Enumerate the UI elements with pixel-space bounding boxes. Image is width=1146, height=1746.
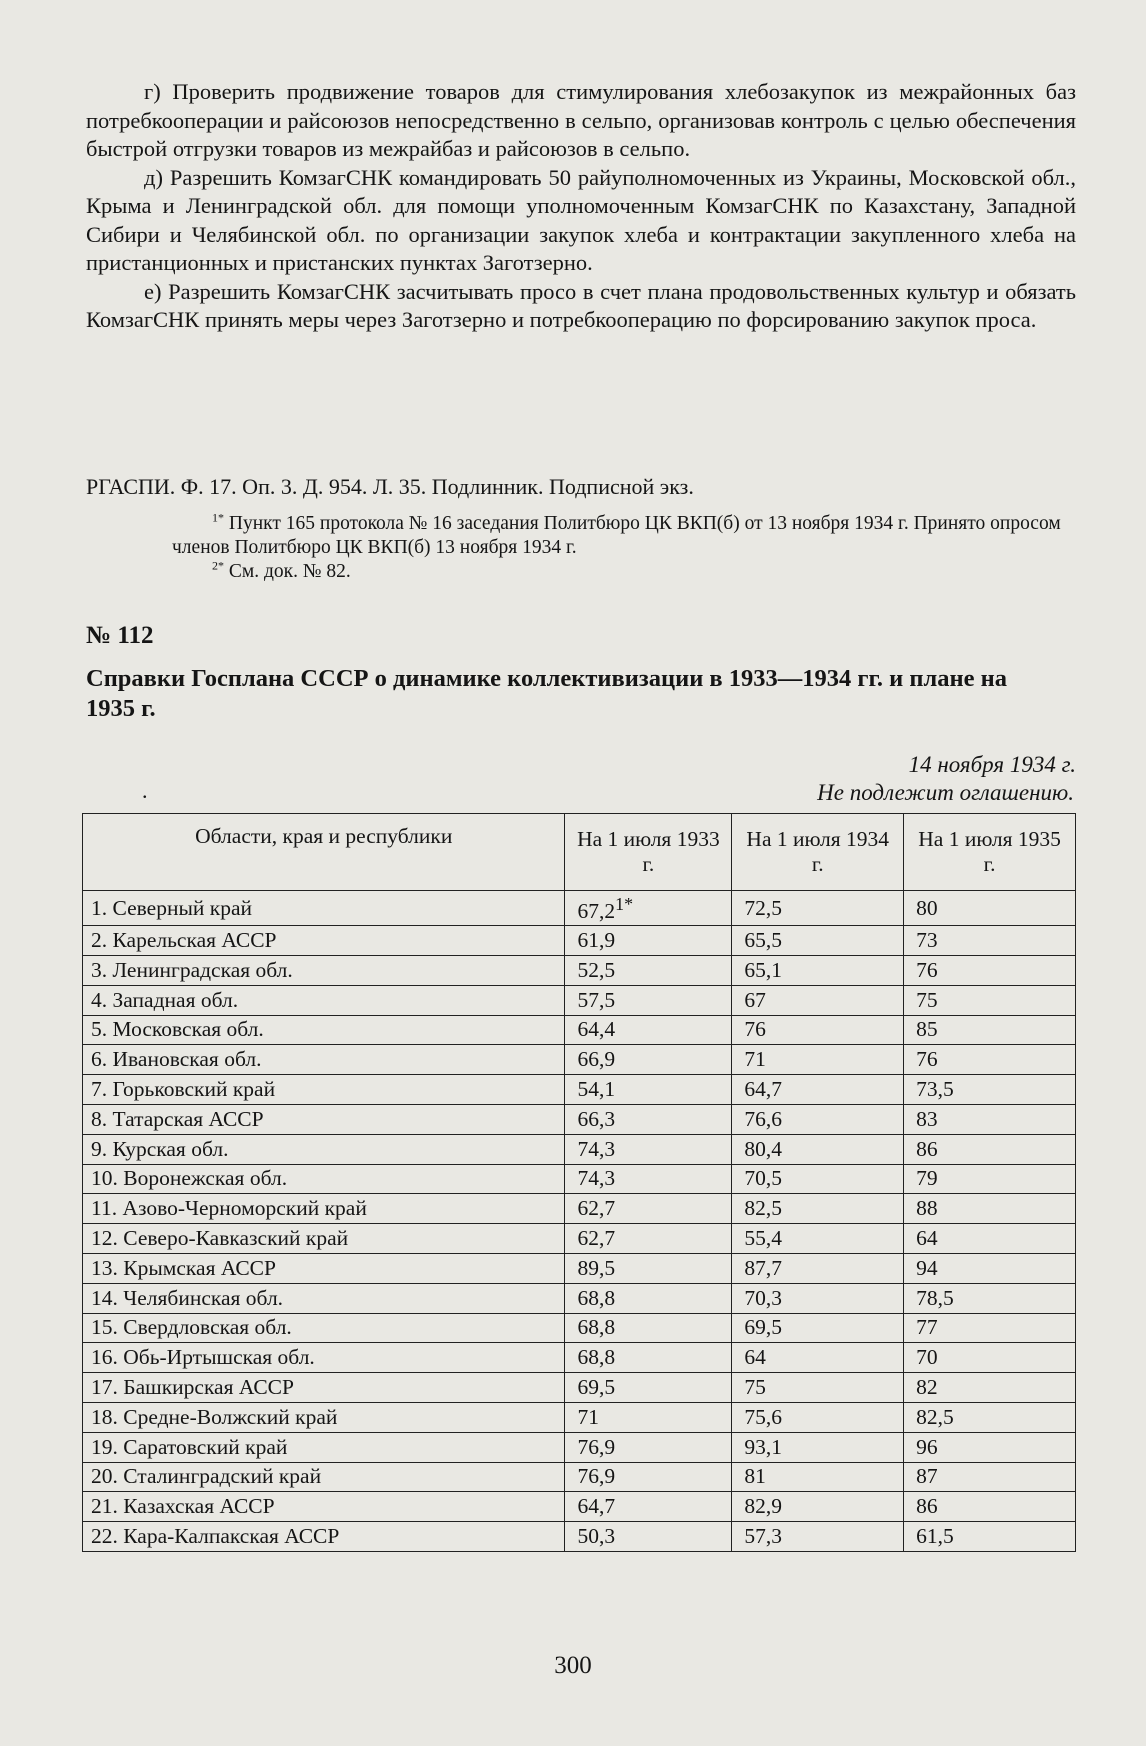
value-1935-cell (904, 891, 1076, 926)
table-row (83, 1045, 1076, 1075)
header-1935: На 1 июля 1935 г. (904, 814, 1076, 891)
value-1933-cell (565, 1522, 732, 1552)
value-1933-cell-value: 74,3 (577, 1166, 616, 1191)
table-row (83, 891, 1076, 926)
table-row (83, 926, 1076, 956)
value-1933-cell-value: 68,8 (577, 1285, 616, 1310)
value-1935-cell-value: 70 (916, 1345, 938, 1370)
region-cell (83, 1313, 565, 1343)
value-1934-cell-value: 81 (744, 1464, 766, 1489)
value-1934-cell (732, 926, 904, 956)
value-1933-cell (565, 891, 732, 926)
table-row (83, 1313, 1076, 1343)
value-1934-cell-value: 76 (744, 1017, 766, 1042)
value-1934-cell (732, 1432, 904, 1462)
value-1933-cell-value: 52,5 (577, 957, 616, 982)
value-1933-cell-value: 76,9 (577, 1464, 616, 1489)
region-cell (83, 1373, 565, 1403)
table-row (83, 1402, 1076, 1432)
value-1934-cell (732, 1224, 904, 1254)
table-row (83, 1253, 1076, 1283)
value-1934-cell (732, 891, 904, 926)
value-1933-cell (565, 1194, 732, 1224)
value-1933-cell (565, 1402, 732, 1432)
value-1934-cell-value: 65,1 (744, 957, 782, 982)
value-1935-cell-value: 96 (916, 1434, 938, 1459)
paragraph-e: е) Разрешить КомзагСНК засчитывать просо в счет плана продовольственных культур и обязать КомзагСНК принять меры через Заготзерно и потребкооперацию по форсированию закупок проса. (86, 278, 1076, 332)
region-cell-value: 6. Ивановская обл. (91, 1047, 262, 1072)
table-row (83, 1522, 1076, 1552)
value-1934-cell-value: 75,6 (744, 1404, 782, 1429)
value-1933-cell (565, 1432, 732, 1462)
header-1934: На 1 июля 1934 г. (732, 814, 904, 891)
stray-mark: . (142, 778, 148, 803)
region-cell-value: 19. Саратовский край (91, 1434, 288, 1459)
table-row (83, 1015, 1076, 1045)
paragraph-g: г) Проверить продвижение товаров для стимулирования хлебозакупок из межрайонных баз потребкооперации и райсоюзов непосредственно в сельпо, организовав контроль с целью обеспечения быстрой отгрузки товаров из межрайбаз и райсоюзов в сельпо. (86, 79, 1076, 161)
value-1935-cell (904, 955, 1076, 985)
value-1933-cell-value: 68,8 (577, 1315, 616, 1340)
value-1933-cell (565, 1492, 732, 1522)
value-1934-cell (732, 1343, 904, 1373)
value-1934-cell-value: 82,9 (744, 1494, 782, 1519)
value-1935-cell-value: 85 (916, 1017, 938, 1042)
value-1935-cell (904, 1492, 1076, 1522)
value-1933-cell (565, 1045, 732, 1075)
archive-source: РГАСПИ. Ф. 17. Оп. 3. Д. 954. Л. 35. Подлинник. Подписной экз. (86, 474, 694, 499)
value-1934-cell (732, 1134, 904, 1164)
value-1934-cell (732, 1075, 904, 1105)
value-1933-cell-value: 66,9 (577, 1047, 616, 1072)
value-1934-cell-value: 69,5 (744, 1315, 782, 1340)
value-1934-cell-value: 87,7 (744, 1255, 782, 1280)
region-cell-value: 13. Крымская АССР (91, 1255, 276, 1280)
region-cell (83, 1492, 565, 1522)
value-1934-cell (732, 1015, 904, 1045)
value-1933-cell-value: 64,4 (577, 1017, 616, 1042)
region-cell-value: 21. Казахская АССР (91, 1494, 275, 1519)
value-1935-cell (904, 1015, 1076, 1045)
value-1935-cell-value: 88 (916, 1196, 938, 1221)
table-row (83, 1343, 1076, 1373)
region-cell (83, 1253, 565, 1283)
value-1935-cell (904, 985, 1076, 1015)
value-1935-cell-value: 82,5 (916, 1404, 954, 1429)
value-1933-cell-value: 61,9 (577, 928, 616, 953)
value-1935-cell-value: 80 (916, 895, 938, 920)
region-cell-value: 5. Московская обл. (91, 1017, 264, 1042)
value-1933-cell-value: 50,3 (577, 1523, 616, 1548)
document-title: Справки Госплана СССР о динамике коллективизации в 1933—1934 гг. и плане на 1935 г. (86, 665, 1007, 722)
restriction-note: Не подлежит оглашению. (817, 780, 1074, 805)
value-1934-cell (732, 955, 904, 985)
value-1933-cell (565, 1164, 732, 1194)
region-cell (83, 1164, 565, 1194)
value-1935-cell (904, 1373, 1076, 1403)
value-1934-cell-value: 76,6 (744, 1106, 782, 1131)
value-1935-cell-value: 64 (916, 1226, 938, 1251)
footnote-text: Пункт 165 протокола № 16 заседания Политбюро ЦК ВКП(б) от 13 ноября 1934 г. Принято опросом членов Политбюро ЦК ВКП(б) 13 ноября 1934 г. (172, 513, 1061, 558)
value-1933-cell-value: 57,5 (577, 987, 616, 1012)
value-1934-cell-value: 57,3 (744, 1523, 782, 1548)
value-1935-cell (904, 1194, 1076, 1224)
value-1935-cell-value: 87 (916, 1464, 938, 1489)
value-1934-cell (732, 1373, 904, 1403)
region-cell (83, 1432, 565, 1462)
value-1935-cell-value: 94 (916, 1255, 938, 1280)
region-cell (83, 1224, 565, 1254)
value-1933-cell (565, 1134, 732, 1164)
region-cell-value: 8. Татарская АССР (91, 1106, 264, 1131)
region-cell-value: 1. Северный край (91, 895, 253, 920)
value-1933-cell-value: 74,3 (577, 1136, 616, 1161)
value-1935-cell (904, 1164, 1076, 1194)
value-1935-cell (904, 1134, 1076, 1164)
value-1934-cell (732, 1194, 904, 1224)
value-1935-cell-value: 76 (916, 957, 938, 982)
value-1933-cell (565, 985, 732, 1015)
region-cell (83, 985, 565, 1015)
value-1933-cell (565, 1462, 732, 1492)
table-body (83, 891, 1076, 1552)
value-1934-cell (732, 1462, 904, 1492)
footnote-text: См. док. № 82. (228, 561, 351, 582)
value-1935-cell-value: 75 (916, 987, 938, 1012)
value-1935-cell-value: 73,5 (916, 1077, 954, 1102)
region-cell (83, 1343, 565, 1373)
table-row (83, 1075, 1076, 1105)
region-cell-value: 14. Челябинская обл. (91, 1285, 284, 1310)
table-row (83, 1373, 1076, 1403)
paragraph-d: д) Разрешить КомзагСНК командировать 50 райуполномоченных из Украины, Московской обл., Крыма и Ленинградской обл. для помощи уполномоченным КомзагСНК по Казахстану, Западной Сибири и Челябинской обл. по организации закупок хлеба и контрактации закупленного хлеба на пристанционных и пристанских пунктах Заготзерно. (86, 164, 1076, 275)
table-row (83, 1224, 1076, 1254)
value-1935-cell-value: 73 (916, 928, 938, 953)
body-text (86, 78, 1076, 335)
region-cell (83, 891, 565, 926)
value-1934-cell-value: 70,3 (744, 1285, 782, 1310)
region-cell-value: 3. Ленинградская обл. (91, 957, 293, 982)
region-cell-value: 10. Воронежская обл. (91, 1166, 288, 1191)
value-1934-cell (732, 985, 904, 1015)
value-1935-cell (904, 1313, 1076, 1343)
region-cell (83, 1283, 565, 1313)
region-cell (83, 1402, 565, 1432)
region-cell (83, 1134, 565, 1164)
footnote-1 (172, 512, 1077, 560)
value-1934-cell-value: 70,5 (744, 1166, 782, 1191)
value-1935-cell (904, 1224, 1076, 1254)
value-1935-cell (904, 1045, 1076, 1075)
region-cell-value: 18. Средне-Волжский край (91, 1404, 338, 1429)
value-1935-cell-value: 86 (916, 1136, 938, 1161)
value-1935-cell (904, 1253, 1076, 1283)
page-number: 300 (554, 1652, 592, 1679)
region-cell-value: 11. Азово-Черноморский край (91, 1196, 367, 1221)
footnote-mark: 2* (212, 558, 224, 573)
value-1934-cell (732, 1402, 904, 1432)
value-1933-cell-value: 62,7 (577, 1226, 616, 1251)
value-1933-cell-value: 76,9 (577, 1434, 616, 1459)
value-1933-cell-value: 68,8 (577, 1345, 616, 1370)
value-1933-cell (565, 1283, 732, 1313)
region-cell-value: 17. Башкирская АССР (91, 1375, 294, 1399)
value-1934-cell (732, 1164, 904, 1194)
region-cell-value: 9. Курская обл. (91, 1136, 229, 1161)
region-cell-value: 22. Кара-Калпакская АССР (91, 1523, 340, 1548)
value-1933-cell (565, 1343, 732, 1373)
value-1933-cell (565, 955, 732, 985)
value-1933-cell (565, 1104, 732, 1134)
value-1934-cell-value: 80,4 (744, 1136, 782, 1161)
table-row (83, 1164, 1076, 1194)
value-1933-cell-value: 66,3 (577, 1106, 616, 1131)
value-1933-cell (565, 1075, 732, 1105)
value-1934-cell-value: 64 (744, 1345, 766, 1370)
value-1935-cell (904, 1283, 1076, 1313)
value-1934-cell-value: 71 (744, 1047, 766, 1072)
value-1935-cell-value: 77 (916, 1315, 938, 1340)
table-header-row (83, 814, 1076, 891)
value-1933-cell (565, 1373, 732, 1403)
value-1935-cell-value: 79 (916, 1166, 938, 1191)
table-row (83, 955, 1076, 985)
value-1933-cell (565, 1313, 732, 1343)
value-1934-cell (732, 1522, 904, 1552)
region-cell (83, 1104, 565, 1134)
value-1935-cell-value: 82 (916, 1375, 938, 1399)
region-cell (83, 926, 565, 956)
value-1935-cell (904, 1402, 1076, 1432)
document-number: № 112 (86, 622, 154, 649)
value-1933-cell (565, 1224, 732, 1254)
footnote-mark: 1* (615, 894, 634, 914)
document-date: 14 ноября 1934 г. (908, 752, 1076, 777)
value-1934-cell-value: 67 (744, 987, 766, 1012)
value-1934-cell (732, 1313, 904, 1343)
value-1934-cell (732, 1104, 904, 1134)
value-1934-cell-value: 93,1 (744, 1434, 782, 1459)
value-1933-cell (565, 1015, 732, 1045)
header-1933: На 1 июля 1933 г. (565, 814, 732, 891)
value-1933-cell (565, 926, 732, 956)
footnote-2 (212, 560, 1117, 584)
value-1933-cell (565, 1253, 732, 1283)
value-1933-cell-value: 62,7 (577, 1196, 616, 1221)
value-1935-cell-value: 86 (916, 1494, 938, 1519)
value-1934-cell-value: 75 (744, 1375, 766, 1399)
table-row (83, 985, 1076, 1015)
table-row (83, 1432, 1076, 1462)
value-1933-cell-value: 54,1 (577, 1077, 616, 1102)
value-1935-cell (904, 1104, 1076, 1134)
header-region: Области, края и республики (83, 814, 565, 891)
value-1933-cell-value: 89,5 (577, 1255, 616, 1280)
value-1933-cell-value: 71 (577, 1404, 599, 1429)
value-1935-cell (904, 1432, 1076, 1462)
region-cell-value: 4. Западная обл. (91, 987, 239, 1012)
region-cell (83, 955, 565, 985)
region-cell-value: 7. Горьковский край (91, 1077, 276, 1102)
region-cell (83, 1075, 565, 1105)
region-cell-value: 2. Карельская АССР (91, 928, 277, 953)
value-1933-cell-value: 64,7 (577, 1494, 616, 1519)
collectivization-table (82, 813, 1076, 1552)
value-1935-cell (904, 1462, 1076, 1492)
value-1934-cell-value: 55,4 (744, 1226, 782, 1251)
value-1935-cell (904, 1343, 1076, 1373)
value-1934-cell-value: 72,5 (744, 895, 782, 920)
region-cell (83, 1045, 565, 1075)
value-1934-cell (732, 1283, 904, 1313)
region-cell-value: 15. Свердловская обл. (91, 1315, 292, 1340)
value-1934-cell-value: 65,5 (744, 928, 782, 953)
table-row (83, 1104, 1076, 1134)
value-1934-cell (732, 1492, 904, 1522)
region-cell-value: 12. Северо-Кавказский край (91, 1226, 349, 1251)
value-1935-cell (904, 1075, 1076, 1105)
value-1934-cell-value: 64,7 (744, 1077, 782, 1102)
value-1934-cell-value: 82,5 (744, 1196, 782, 1221)
value-1934-cell (732, 1045, 904, 1075)
value-1935-cell-value: 83 (916, 1106, 938, 1131)
table-row (83, 1462, 1076, 1492)
value-1933-cell-value: 69,5 (577, 1375, 616, 1399)
value-1935-cell-value: 61,5 (916, 1523, 954, 1548)
footnote-mark: 1* (212, 510, 224, 525)
region-cell (83, 1194, 565, 1224)
region-cell (83, 1522, 565, 1552)
value-1935-cell (904, 926, 1076, 956)
table-row (83, 1134, 1076, 1164)
table-row (83, 1194, 1076, 1224)
table-row (83, 1283, 1076, 1313)
region-cell-value: 20. Сталинградский край (91, 1464, 322, 1489)
value-1935-cell-value: 76 (916, 1047, 938, 1072)
value-1933-cell-value: 67,2 (577, 899, 616, 924)
region-cell (83, 1015, 565, 1045)
region-cell (83, 1462, 565, 1492)
value-1934-cell (732, 1253, 904, 1283)
region-cell-value: 16. Обь-Иртышская обл. (91, 1345, 315, 1370)
value-1935-cell (904, 1522, 1076, 1552)
value-1935-cell-value: 78,5 (916, 1285, 954, 1310)
table-row (83, 1492, 1076, 1522)
